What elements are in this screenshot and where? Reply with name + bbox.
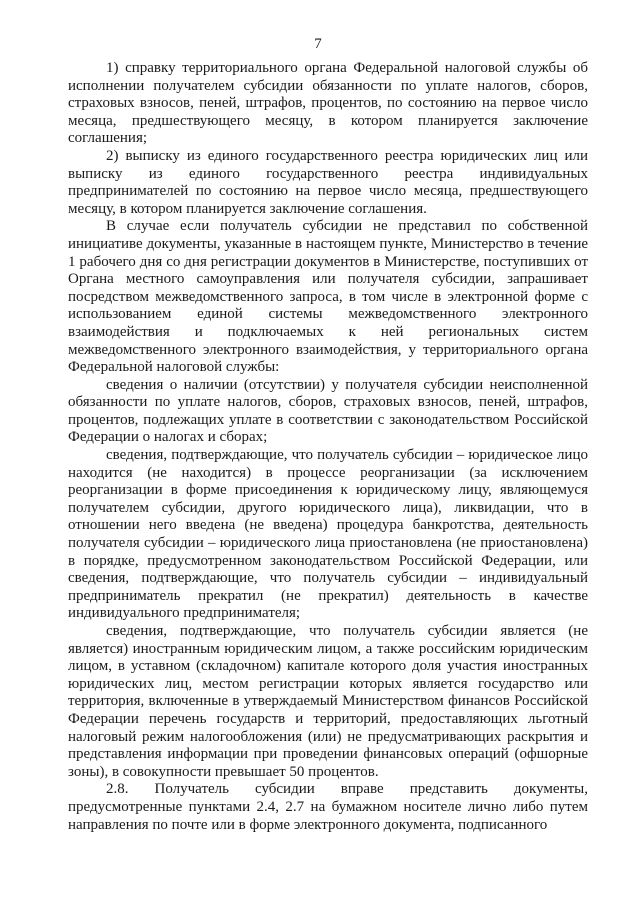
paragraph-foreign-entity-info: сведения, подтверждающие, что получатель субсидии является (не является) иностранным юридическим лицом, а также российским юридическим лицом, в уставном (складочном) капитале которого доля участия иностранных юридических лиц, местом регистрации которых является государство или территория, включенные в утверждаемый Министерством финансов Российской Федерации перечень государств и территорий, предоставляющих льготный налоговый режим налогообложения (или) не предусматривающих раскрытия и представления информации при проведении финансовых операций (офшорные зоны), в совокупности превышает 50 процентов. <box>68 623 588 780</box>
paragraph-section-2-8: 2.8. Получатель субсидии вправе представить документы, предусмотренные пунктами 2.4, 2.7 на бумажном носителе лично либо путем направления по почте или в форме электронного документа, подписанного <box>68 781 588 833</box>
page-number: 7 <box>314 36 322 52</box>
paragraph-item-2-registry-extract: 2) выписку из единого государственного реестра юридических лиц или выписку из единого государственного реестра индивидуальных предпринимателей по состоянию на первое число месяца, предшествующего месяцу, в котором планируется заключение соглашения. <box>68 147 588 217</box>
document-body <box>68 60 588 834</box>
paragraph-item-1-tax-certificate: 1) справку территориального органа Федеральной налоговой службы об исполнении получателем субсидии обязанности по уплате налогов, сборов, страховых взносов, пеней, штрафов, процентов, по состоянию на первое число месяца, предшествующего месяцу, в котором планируется заключение соглашения; <box>68 60 588 147</box>
paragraph-tax-debt-info: сведения о наличии (отсутствии) у получателя субсидии неисполненной обязанности по уплате налогов, сборов, страховых взносов, пеней, штрафов, процентов, подлежащих уплате в соответствии с законодательством Российской Федерации о налогах и сборах; <box>68 376 588 446</box>
paragraph-interagency-request: В случае если получатель субсидии не представил по собственной инициативе документы, указанные в настоящем пункте, Министерство в течение 1 рабочего дня со дня регистрации документов в Министерстве, поступивших от Органа местного самоуправления или получателя субсидии, запрашивает посредством межведомственного запроса, в том числе в электронной форме с использованием единой системы межведомственного электронного взаимодействия и подключаемых к ней региональных систем межведомственного электронного взаимодействия, у территориального органа Федеральной налоговой службы: <box>68 218 588 376</box>
paragraph-reorganization-info: сведения, подтверждающие, что получатель субсидии – юридическое лицо находится (не находится) в процессе реорганизации (за исключением реорганизации в форме присоединения к юридическому лицу, являющемуся получателем субсидии, другого юридического лица), ликвидации, что в отношении него введена (не введена) процедура банкротства, деятельность получателя субсидии – юридического лица приостановлена (не приостановлена) в порядке, предусмотренном законодательством Российской Федерации, или сведения, подтверждающие, что получатель субсидии – индивидуальный предприниматель прекратил (не прекратил) деятельность в качестве индивидуального предпринимателя; <box>68 447 588 622</box>
